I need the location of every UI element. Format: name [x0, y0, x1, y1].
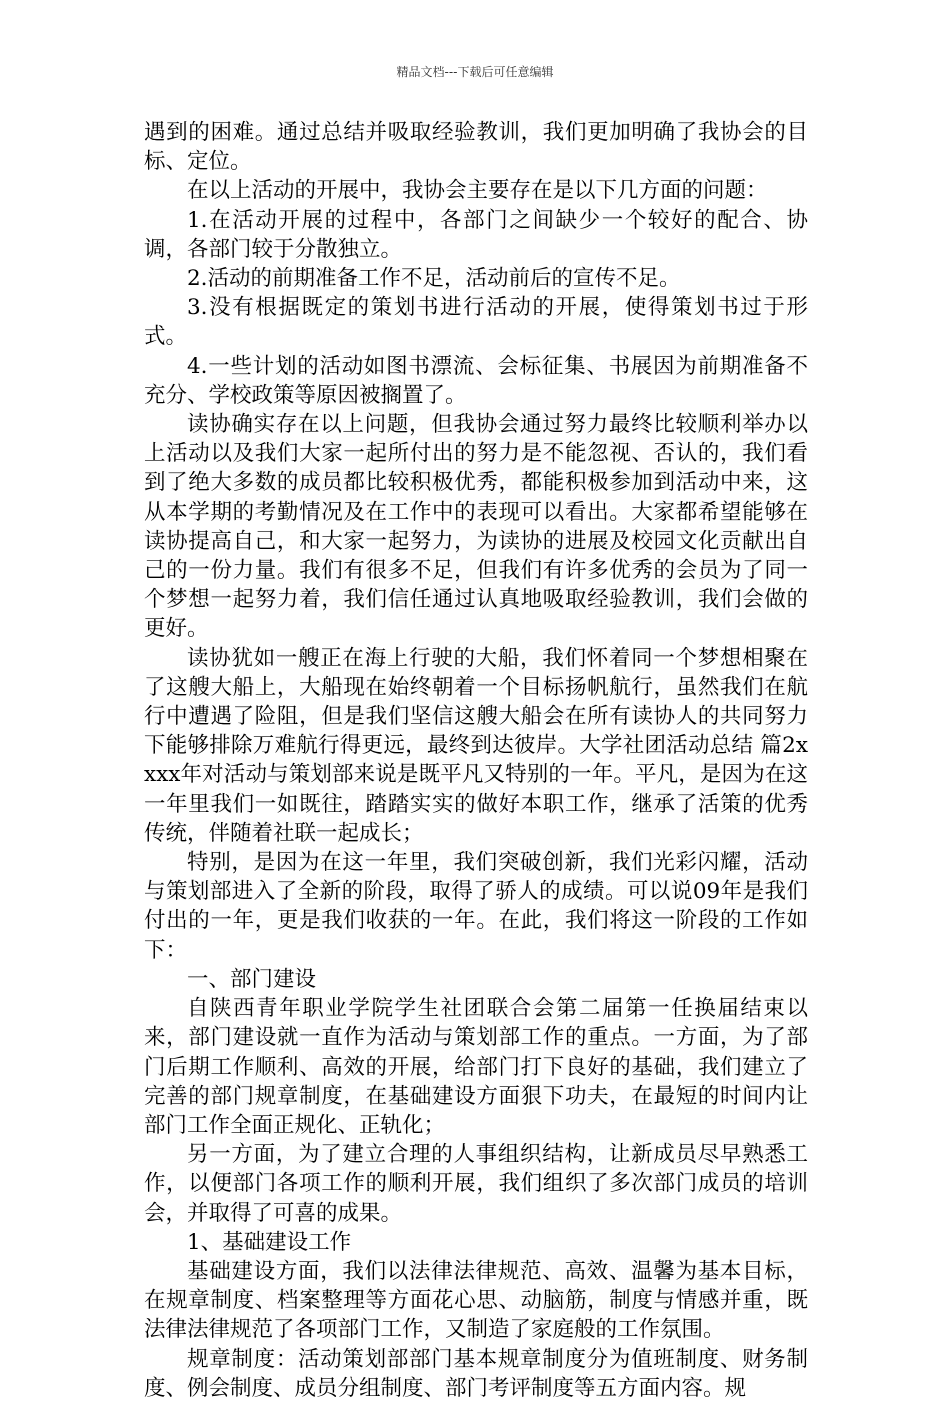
paragraph: 规章制度：活动策划部部门基本规章制度分为值班制度、财务制度、例会制度、成员分组制度、部门考评制度等五方面内容。规: [144, 1346, 808, 1401]
page-header: 精品文档---下载后可任意编辑: [396, 65, 554, 79]
paragraph: 读协确实存在以上问题，但我协会通过努力最终比较顺利举办以上活动以及我们大家一起所付出的努力是不能忽视、否认的，我们看到了绝大多数的成员都比较积极优秀，都能积极参加到活动中来，这从本学期的考勤情况及在工作中的表现可以看出。大家都希望能够在读协提高自己，和大家一起努力，为读协的进展及校园文化贡献出自己的一份力量。我们有很多不足，但我们有许多优秀的会员为了同一个梦想一起努力着，我们信任通过认真地吸取经验教训，我们会做的更好。: [144, 412, 808, 642]
paragraph: 基础建设方面，我们以法律法律规范、高效、温馨为基本目标，在规章制度、档案整理等方面花心思、动脑筋，制度与情感并重，既法律法律规范了各项部门工作，又制造了家庭般的工作氛围。: [144, 1258, 808, 1343]
subsection-heading: 1、基础建设工作: [187, 1229, 352, 1255]
paragraph: 3.没有根据既定的策划书进行活动的开展，使得策划书过于形式。: [144, 295, 808, 350]
paragraph: 另一方面，为了建立合理的人事组织结构，让新成员尽早熟悉工作，以便部门各项工作的顺利开展，我们组织了多次部门成员的培训会，并取得了可喜的成果。: [144, 1142, 808, 1226]
paragraph: 2.活动的前期准备工作不足，活动前后的宣传不足。: [187, 266, 681, 292]
paragraph: 4.一些计划的活动如图书漂流、会标征集、书展因为前期准备不充分、学校政策等原因被搁置了。: [144, 353, 808, 408]
paragraph: 1.在活动开展的过程中，各部门之间缺少一个较好的配合、协调，各部门较于分散独立。: [144, 207, 808, 262]
document-body: [144, 118, 808, 1403]
section-heading: 一、部门建设: [187, 966, 317, 992]
paragraph: 自陕西青年职业学院学生社团联合会第二届第一任换届结束以来，部门建设就一直作为活动与策划部工作的重点。一方面，为了部门后期工作顺利、高效的开展，给部门打下良好的基础，我们建立了完善的部门规章制度，在基础建设方面狠下功夫，在最短的时间内让部门工作全面正规化、正轨化；: [144, 996, 808, 1138]
paragraph: 遇到的困难。通过总结并吸取经验教训，我们更加明确了我协会的目标、定位。: [144, 120, 808, 175]
paragraph: 读协犹如一艘正在海上行驶的大船，我们怀着同一个梦想相聚在了这艘大船上，大船现在始终朝着一个目标扬帆航行，虽然我们在航行中遭遇了险阻，但是我们坚信这艘大船会在所有读协人的共同努力下能够排除万难航行得更远，最终到达彼岸。大学社团活动总结 篇2xxxx年对活动与策划部来说是既平凡又特别的一年。平凡，是因为在这一年里我们一如既往，踏踏实实的做好本职工作，继承了活策的优秀传统，伴随着社联一起成长；: [144, 645, 808, 846]
paragraph: 在以上活动的开展中，我协会主要存在是以下几方面的问题：: [187, 178, 768, 204]
paragraph: 特别，是因为在这一年里，我们突破创新，我们光彩闪耀，活动与策划部进入了全新的阶段，取得了骄人的成绩。可以说09年是我们付出的一年，更是我们收获的一年。在此，我们将这一阶段的工作如下：: [144, 850, 808, 963]
